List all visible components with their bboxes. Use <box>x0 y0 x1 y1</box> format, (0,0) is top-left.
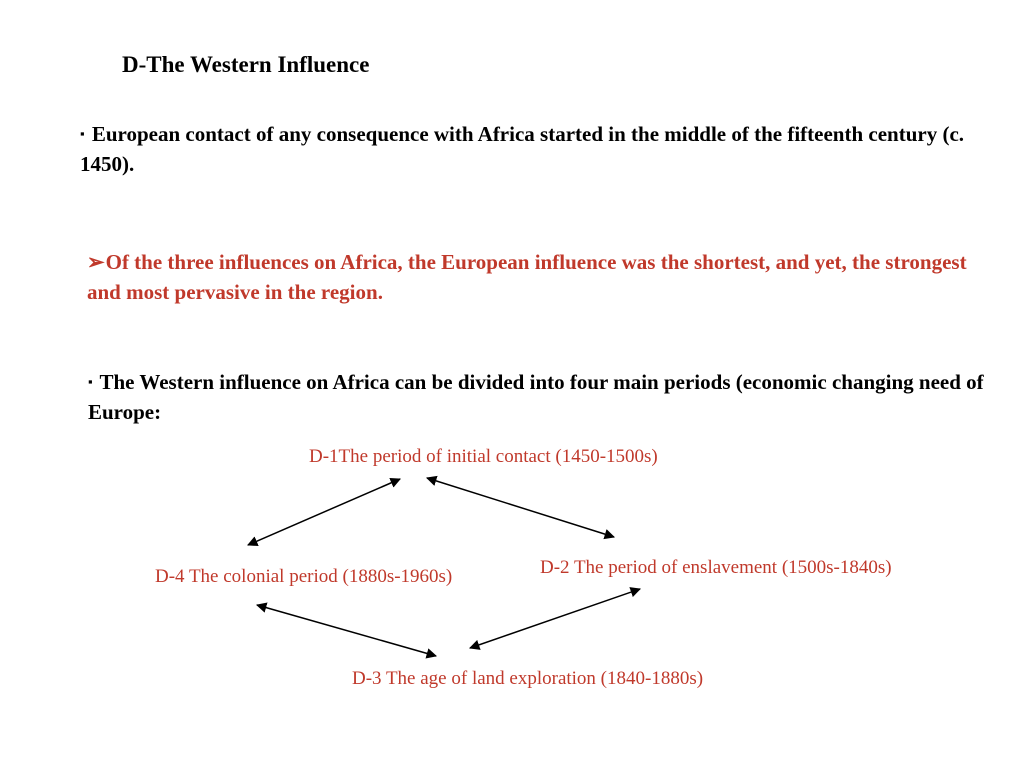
paragraph-text: The Western influence on Africa can be divided into four main periods (economic changing need of Europe: <box>88 370 984 424</box>
period-node-land-exploration: D-3 The age of land exploration (1840-1880s) <box>352 668 704 689</box>
period-node-enslavement: D-2 The period of enslavement (1500s-1840s) <box>540 557 892 578</box>
arrow-d4-d3 <box>257 605 436 656</box>
page-title: D-The Western Influence <box>122 52 370 77</box>
paragraph-text: European contact of any consequence with Africa started in the middle of the fifteenth century (c. 1450). <box>80 122 965 176</box>
arrow-d2-d3 <box>470 589 640 648</box>
arrow-bullet-icon: ➢ <box>87 250 105 274</box>
square-bullet-icon: ▪ <box>80 126 85 141</box>
period-node-colonial: D-4 The colonial period (1880s-1960s) <box>155 566 453 587</box>
square-bullet-icon: ▪ <box>88 374 93 389</box>
paragraph-text: Of the three influences on Africa, the European influence was the shortest, and yet, the strongest and most pervasive in the region. <box>87 250 967 304</box>
arrow-d1-d2 <box>427 478 614 537</box>
period-node-initial-contact: D-1The period of initial contact (1450-1500s) <box>309 446 658 467</box>
arrow-d1-d4 <box>248 479 400 545</box>
